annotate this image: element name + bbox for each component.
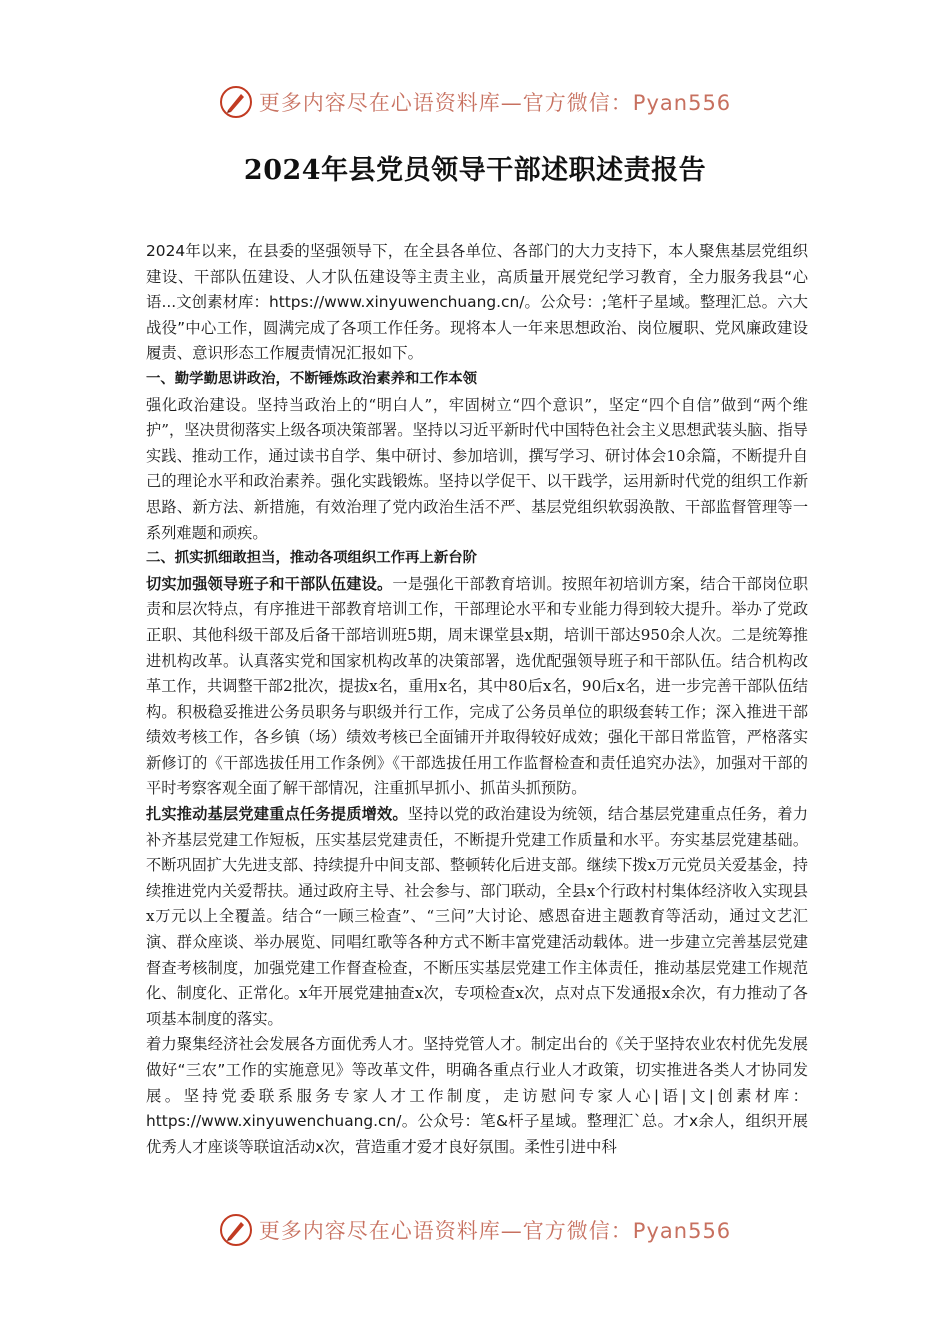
intro-paragraph: 2024年以来，在县委的坚强领导下，在全县各单位、各部门的大力支持下，本人聚焦基层党组织建设、干部队伍建设、人才队伍建设等主责主业，高质量开展党纪学习教育，全力服务我县“心语...文创素材库：https://www.xinyuwenchuang.cn/。公众号：;笔杆子星域。整理汇总。六大战役”中心工作，圆满完成了各项工作任务。现将本人一年来思想政治、岗位履职、党风廉政建设履责、意识形态工作履责情况汇报如下。: [146, 242, 808, 363]
paragraph-text: 一是强化干部教育培训。按照年初培训方案，结合干部岗位职责和层次特点，有序推进干部教育培训工作，干部理论水平和专业能力得到较大提升。举办了党政正职、其他科级干部及后备干部培训班5期，周末课堂县x期，培训干部达950余人次。二是统筹推进机构改革。认真落实党和国家机构改革的决策部署，选优配强领导班子和干部队伍。结合机构改革工作，共调整干部2批次，提拔x名，重用x名，其中80后x名，90后x名，进一步完善干部队伍结构。积极稳妥推进公务员职务与职级并行工作，完成了公务员单位的职级套转工作；深入推进干部绩效考核工作，各乡镇（场）绩效考核已全面铺开并取得较好成效；强化干部日常监管，严格落实新修订的《干部选拔任用工作条例》《干部选拔任用工作监督检查和责任追究办法》，加强对干部的平时考察客观全面了解干部情况，注重抓早抓小、抓苗头抓预防。: [146, 574, 809, 798]
banner-text: 更多内容尽在心语资料库—官方微信：Pyan556: [258, 91, 732, 115]
pen-logo-icon: [219, 85, 253, 119]
section1-paragraph: 强化政治建设。坚持当政治上的“明白人”，牢固树立“四个意识”，坚定“四个自信”做到“两个维护”，坚决贯彻落实上级各项决策部署。坚持以习近平新时代中国特色社会主义思想武装头脑、指导实践、推动工作，通过读书自学、集中研讨、参加培训，撰写学习、研讨体会10余篇，不断提升自己的理论水平和政治素养。强化实践锻炼。坚持以学促干、以干践学，运用新时代党的组织工作新思路、新方法、新措施，有效治理了党内政治生活不严、基层党组织软弱涣散、干部监督管理等一系列难题和顽疾。: [146, 395, 808, 542]
section2-paragraph-1: [146, 572, 808, 802]
section-heading-2: 二、抓实抓细敢担当，推动各项组织工作再上新台阶: [146, 550, 477, 567]
document-title: 2024年县党员领导干部述职述责报告: [243, 155, 707, 186]
paragraph-lead: 扎实推动基层党建重点任务提质增效。: [146, 805, 408, 824]
section-heading-1: 一、勤学勤思讲政治，不断锤炼政治素养和工作本领: [146, 370, 477, 387]
document-body: [146, 239, 808, 1160]
pen-logo-icon: [219, 1213, 253, 1247]
paragraph-text: 坚持以党的政治建设为统领，结合基层党建重点任务，着力补齐基层党建工作短板，压实基层党建责任，不断提升党建工作质量和水平。夯实基层党建基础。不断巩固扩大先进支部、持续提升中间支部、整顿转化后进支部。继续下拨x万元党员关爱基金，持续推进党内关爱帮扶。通过政府主导、社会参与、部门联动，全县x个行政村村集体经济收入实现县x万元以上全覆盖。结合“一顾三检查”、“三问”大讨论、感恩奋进主题教育等活动，通过文艺汇演、群众座谈、举办展览、同唱红歌等各种方式不断丰富党建活动载体。进一步建立完善基层党建督查考核制度，加强党建工作督查检查，不断压实基层党建工作主体责任，推动基层党建工作规范化、制度化、正常化。x年开展党建抽查x次，专项检查x次，点对点下发通报x余次，有力推动了各项基本制度的落实。: [146, 805, 809, 1028]
footer-banner: [0, 1208, 950, 1252]
banner-text: 更多内容尽在心语资料库—官方微信：Pyan556: [258, 1219, 732, 1243]
header-banner: [0, 80, 950, 124]
section2-paragraph-2: [146, 802, 808, 1032]
section2-paragraph-3: 着力聚集经济社会发展各方面优秀人才。坚持党管人才。制定出台的《关于坚持农业农村优先发展做好“三农”工作的实施意见》等改革文件，明确各重点行业人才政策，切实推进各类人才协同发展。坚持党委联系服务专家人才工作制度，走访慰问专家人心|语|文|创素材库：https://www.xinyuwenchuang.cn/。公众号：笔&杆子星域。整理汇`总。才x余人，组织开展优秀人才座谈等联谊活动x次，营造重才爱才良好氛围。柔性引进中科: [146, 1035, 808, 1156]
paragraph-lead: 切实加强领导班子和干部队伍建设。: [146, 574, 393, 593]
